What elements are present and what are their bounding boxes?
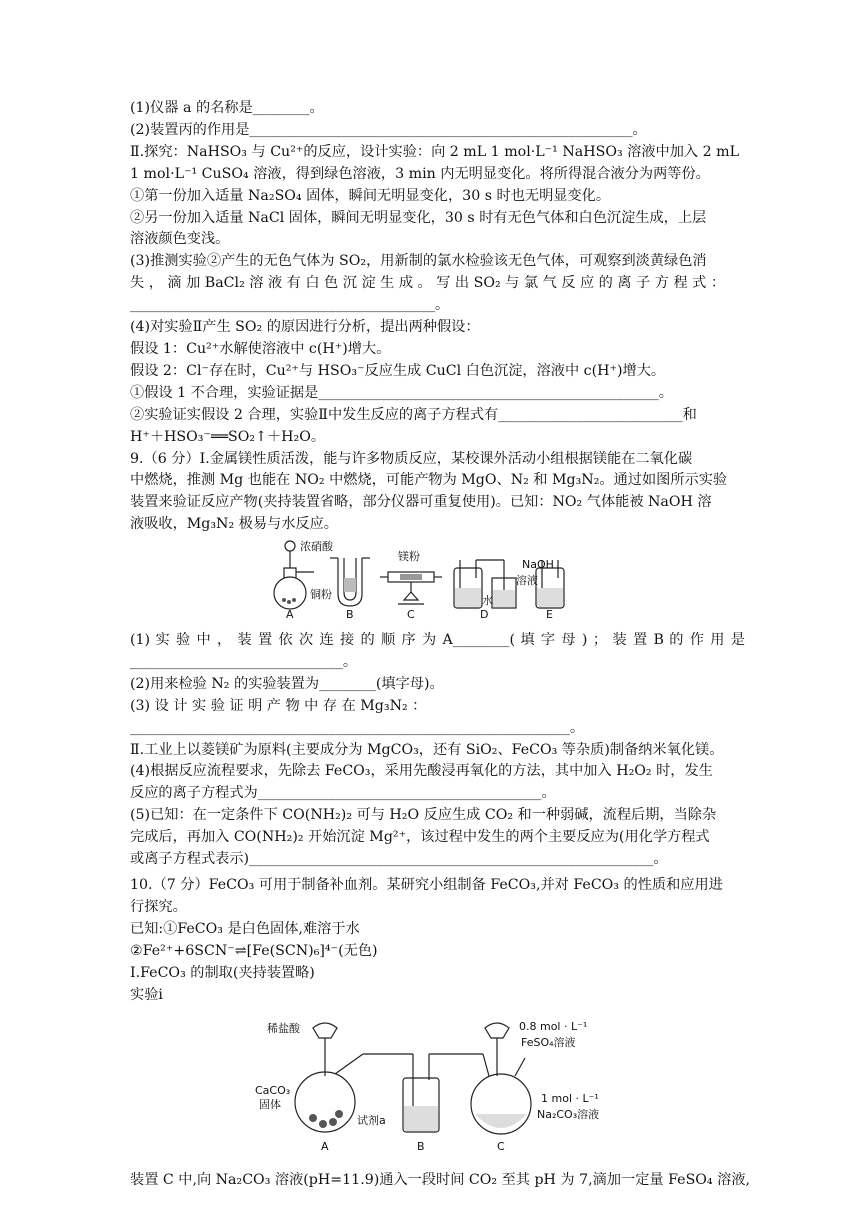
experiment-i-label: 实验ⅰ bbox=[130, 986, 163, 1003]
label-fig2-B: B bbox=[417, 1140, 425, 1154]
label-copper-powder: 铜粉 bbox=[310, 588, 332, 602]
question-9-intro-4: 液吸收，Mg₃N₂ 极易与水反应。 bbox=[130, 516, 338, 533]
label-reagent-a: 试剂a bbox=[357, 1114, 386, 1128]
label-feso4-conc: 0.8 mol · L⁻¹ bbox=[519, 1020, 588, 1034]
question-9-intro: 9.（6 分）Ⅰ.金属镁性质活泼，能与许多物质反应，某校课外活动小组根据镁能在二氧化碳 bbox=[130, 450, 693, 467]
question-8-4: (4)对实验Ⅱ产生 SO₂ 的原因进行分析，提出两种假设： bbox=[130, 319, 480, 336]
question-8-3-cont: 失 ， 滴 加 BaCl₂ 溶 液 有 白 色 沉 淀 生 成 。 写 出 SO₂ 与 氯 气 反 应 的 离 子 方 程 式 ： bbox=[130, 275, 726, 292]
question-10-last: 装置 C 中,向 Na₂CO₃ 溶液(pH=11.9)通入一段时间 CO₂ 至其 pH 为 7,滴加一定量 FeSO₄ 溶液, bbox=[130, 1172, 751, 1189]
label-fig2-C: C bbox=[497, 1140, 505, 1154]
label-C: C bbox=[407, 608, 415, 621]
question-8-4-a: ①假设 1 不合理，实验证据是________________________________________________。 bbox=[130, 384, 673, 401]
experiment-2: ②另一份加入适量 NaCl 固体，瞬间无明显变化，30 s 时有无色气体和白色沉淀生成，上层 bbox=[130, 209, 707, 226]
question-8-1: (1)仪器 a 的名称是________。 bbox=[130, 100, 324, 116]
label-conc-nitric-acid: 浓硝酸 bbox=[300, 540, 333, 554]
hypothesis-2: 假设 2：Cl⁻存在时，Cu²⁺与 HSO₃⁻反应生成 CuCl 白色沉淀，溶液中 c(H⁺)增大。 bbox=[130, 362, 666, 379]
known-1: 已知:①FeCO₃ 是白色固体,难溶于水 bbox=[130, 920, 360, 937]
question-9-4-cont: 反应的离子方程式为________________________________________。 bbox=[130, 785, 556, 802]
label-solid: 固体 bbox=[259, 1098, 281, 1112]
question-8-3-blank: ___________________________________________。 bbox=[130, 297, 450, 314]
label-D: D bbox=[480, 608, 489, 621]
question-9-3: (3) 设 计 实 验 证 明 产 物 中 存 在 Mg₃N₂ ： bbox=[130, 697, 427, 714]
question-9-4: (4)根据反应流程要求，先除去 FeCO₃，采用先酸浸再氧化的方法，其中加入 H₂O₂ 时，发生 bbox=[130, 763, 713, 780]
label-A: A bbox=[286, 608, 294, 621]
label-E: E bbox=[546, 608, 553, 621]
label-na2co3-conc: 1 mol · L⁻¹ bbox=[541, 1092, 599, 1106]
part-II-intro: Ⅱ.探究：NaHSO₃ 与 Cu²⁺的反应，设计实验：向 2 mL 1 mol·L⁻¹ NaHSO₃ 溶液中加入 2 mL bbox=[130, 143, 740, 160]
question-9-II: Ⅱ.工业上以菱镁矿为原料(主要成分为 MgCO₃，还有 SiO₂、FeCO₃ 等杂质)制备纳米氧化镁。 bbox=[130, 741, 724, 758]
label-dilute-hcl: 稀盐酸 bbox=[267, 1022, 300, 1036]
question-9-2: (2)用来检验 N₂ 的实验装置为________(填字母)。 bbox=[130, 675, 444, 692]
label-naoh-solution: 溶液 bbox=[516, 574, 538, 588]
question-10-intro-cont: 行探究。 bbox=[130, 898, 187, 915]
label-na2co3-solution: Na₂CO₃溶液 bbox=[537, 1108, 600, 1122]
question-9-5: (5)已知：在一定条件下 CO(NH₂)₂ 可与 H₂O 反应生成 CO₂ 和一种弱碱，流程后期，当除杂 bbox=[130, 807, 717, 824]
question-9-1-cont: ______________________________。 bbox=[130, 653, 358, 670]
question-9-3-blank: ______________________________________________________________。 bbox=[130, 719, 585, 736]
known-2: ②Fe²⁺+6SCN⁻⇌[Fe(SCN)₆]⁴⁻(无色) bbox=[130, 942, 378, 959]
apparatus-figure-2 bbox=[253, 1014, 623, 1154]
label-feso4-solution: FeSO₄溶液 bbox=[521, 1036, 576, 1050]
label-water: 水 bbox=[482, 594, 493, 608]
label-caco3: CaCO₃ bbox=[255, 1084, 291, 1098]
apparatus-figure-1 bbox=[270, 538, 600, 620]
question-9-5-cont: 完成后，再加入 CO(NH₂)₂ 开始沉淀 Mg²⁺，该过程中发生的两个主要反应为(用化学方程式 bbox=[130, 829, 710, 846]
question-9-5-blank: 或离子方程式表示)_________________________________________________________。 bbox=[130, 851, 668, 868]
question-10-intro: 10.（7 分）FeCO₃ 可用于制备补血剂。某研究小组制备 FeCO₃,并对 FeCO₃ 的性质和应用进 bbox=[130, 877, 723, 893]
part-I-heading: Ⅰ.FeCO₃ 的制取(夹持装置略) bbox=[130, 964, 315, 981]
question-8-4-b: ②实验证实假设 2 合理，实验Ⅱ中发生反应的离子方程式有__________________________和 bbox=[130, 406, 697, 423]
experiment-2-cont: 溶液颜色变浅。 bbox=[130, 231, 230, 248]
question-8-4-c: H⁺＋HSO₃⁻══SO₂↑＋H₂O。 bbox=[130, 428, 326, 445]
question-8-3: (3)推测实验②产生的无色气体为 SO₂，用新制的氯水检验该无色气体，可观察到淡黄绿色消 bbox=[130, 253, 707, 270]
label-magnesium-powder: 镁粉 bbox=[398, 550, 420, 564]
document-body bbox=[130, 98, 751, 1192]
part-II-intro-cont: 1 mol·L⁻¹ CuSO₄ 溶液，得到绿色溶液，3 min 内无明显变化。将所得混合液分为两等份。 bbox=[130, 165, 710, 182]
hypothesis-1: 假设 1：Cu²⁺水解使溶液中 c(H⁺)增大。 bbox=[130, 340, 391, 357]
label-fig2-A: A bbox=[321, 1140, 329, 1154]
question-9-intro-3: 装置来验证反应产物(夹持装置省略，部分仪器可重复使用)。已知：NO₂ 气体能被 NaOH 溶 bbox=[130, 494, 712, 511]
experiment-1: ①第一份加入适量 Na₂SO₄ 固体，瞬间无明显变化，30 s 时也无明显变化。 bbox=[130, 187, 611, 204]
label-B: B bbox=[346, 608, 354, 621]
label-naoh: NaOH bbox=[522, 558, 554, 572]
question-8-2: (2)装置丙的作用是______________________________________________________。 bbox=[130, 121, 647, 138]
question-9-1: (1) 实 验 中 ， 装 置 依 次 连 接 的 顺 序 为 A________( 填 字 母 ) ； 装 置 B 的 作 用 是 bbox=[130, 632, 745, 649]
question-9-intro-2: 中燃烧，推测 Mg 也能在 NO₂ 中燃烧，可能产物为 MgO、N₂ 和 Mg₃N₂。通过如图所示实验 bbox=[130, 472, 728, 489]
